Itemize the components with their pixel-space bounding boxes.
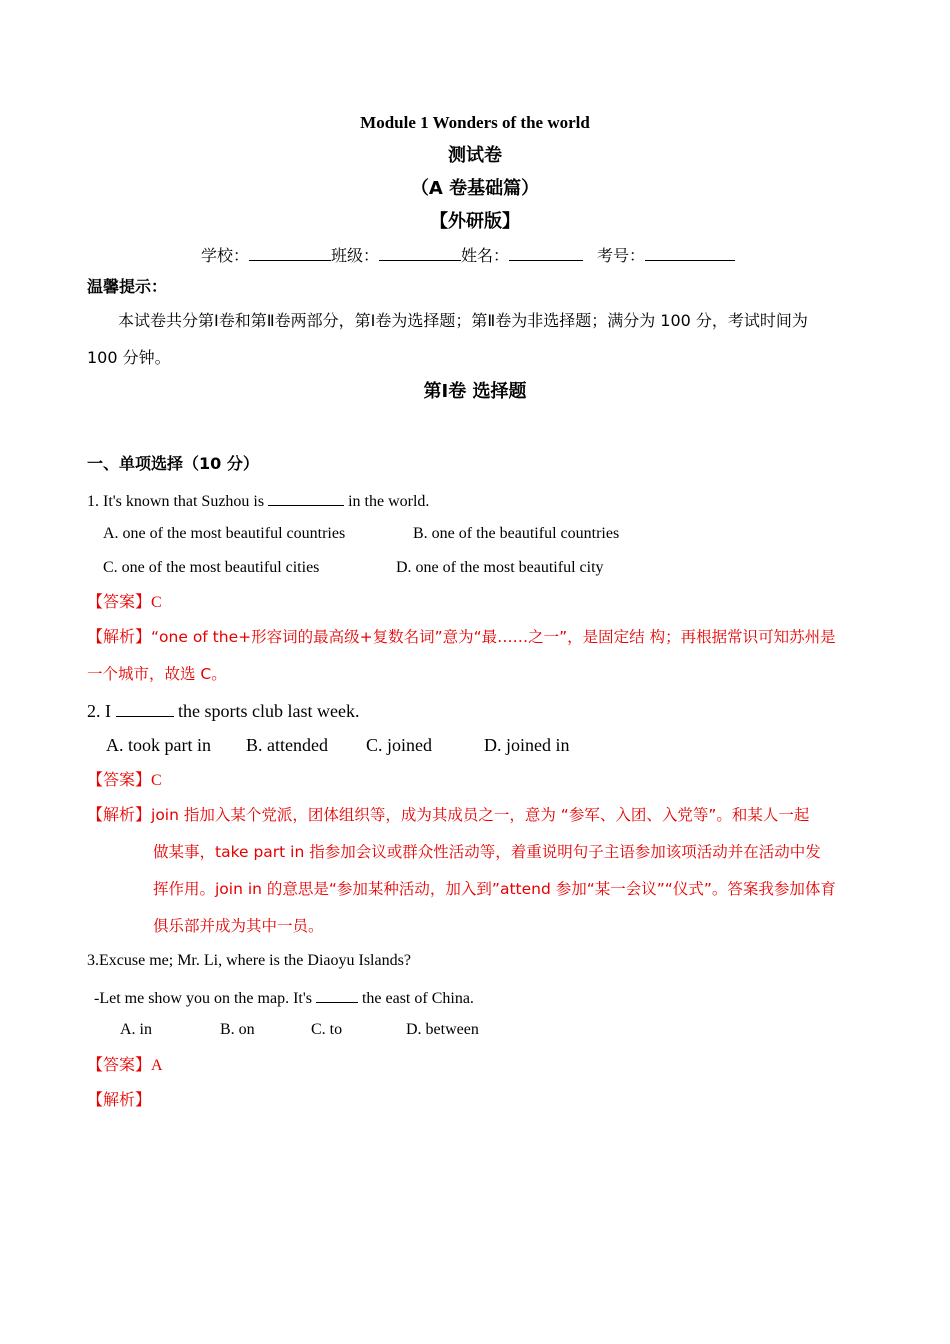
question-3-stem-2	[94, 986, 474, 1009]
question-2-stem-after: the sports club last week.	[173, 701, 360, 721]
tips-line-1: 本试卷共分第Ⅰ卷和第Ⅱ卷两部分，第Ⅰ卷为选择题；第Ⅱ卷为非选择题；满分为 100 分，考试时间为	[118, 311, 808, 330]
question-3-option-c: C. to	[311, 1021, 343, 1038]
exam-no-label: 考号：	[597, 246, 646, 265]
document-subtitle: 测试卷	[448, 145, 502, 166]
document-level: （A 卷基础篇）	[410, 178, 540, 199]
question-2-option-a: A. took part in	[106, 735, 211, 755]
name-label: 姓名：	[461, 246, 510, 265]
question-1-stem-before: 1. It's known that Suzhou is	[87, 493, 269, 510]
question-2-analysis-line-1: join 指加入某个党派，团体组织等，成为其成员之一，意为 “参军、入团、入党等”。和某人一起	[151, 806, 810, 824]
question-3-answer	[87, 1055, 163, 1076]
tips-line-2: 100 分钟。	[87, 348, 171, 367]
question-1-option-d: D. one of the most beautiful city	[396, 559, 604, 576]
question-2-answer	[87, 770, 162, 791]
class-label: 班级：	[331, 246, 380, 265]
question-1-answer-value: C	[151, 594, 162, 611]
question-1-stem-after: in the world.	[344, 493, 430, 510]
analysis-label: 【解析】	[87, 627, 152, 646]
question-3-blank	[316, 986, 358, 1003]
question-2-blank	[116, 698, 174, 717]
question-1-analysis-line-2: 一个城市，故选 C。	[87, 665, 227, 683]
question-1-analysis-line-1: “one of the+形容词的最高级+复数名词”意为“最……之一”，是固定结 构；再根据常识可知苏州是	[151, 628, 836, 646]
section1-title: 一、单项选择（10 分）	[87, 454, 259, 473]
question-2-option-b: B. attended	[246, 735, 328, 755]
class-blank	[379, 244, 461, 261]
question-3-stem-2-before: -Let me show you on the map. It's	[94, 990, 316, 1007]
question-2-analysis-line-4: 俱乐部并成为其中一员。	[153, 917, 324, 935]
answer-label: 【答案】	[87, 770, 152, 789]
question-2-option-c: C. joined	[366, 735, 432, 755]
question-1-option-c: C. one of the most beautiful cities	[103, 559, 320, 576]
question-2-analysis-line-3: 挥作用。join in 的意思是“参加某种活动，加入到”attend 参加“某一会议”“仪式”。答案我参加体育	[153, 880, 836, 898]
question-3-stem: 3.Excuse me; Mr. Li, where is the Diaoyu Islands?	[87, 952, 411, 969]
question-3-analysis-label: 【解析】	[87, 1090, 152, 1109]
question-2-stem-before: 2. I	[87, 701, 116, 721]
question-2-option-d: D. joined in	[484, 735, 570, 755]
question-1-option-a: A. one of the most beautiful countries	[103, 525, 346, 542]
question-2-answer-value: C	[151, 772, 162, 789]
answer-label: 【答案】	[87, 1055, 152, 1074]
exam-no-blank	[645, 244, 735, 261]
analysis-label: 【解析】	[87, 805, 152, 824]
question-1-blank	[268, 489, 344, 506]
document-edition: 【外研版】	[430, 211, 520, 232]
question-3-answer-value: A	[151, 1057, 163, 1074]
question-1-answer	[87, 592, 162, 613]
question-3-option-a: A. in	[120, 1021, 152, 1038]
question-2-analysis-line-2: 做某事，take part in 指参加会议或群众性活动等，着重说明句子主语参加该项活动并在活动中发	[153, 843, 821, 861]
question-1-analysis	[87, 627, 836, 648]
question-2-analysis	[87, 805, 809, 826]
part1-title: 第Ⅰ卷 选择题	[423, 381, 527, 402]
info-fields	[201, 244, 735, 266]
document-title: Module 1 Wonders of the world	[360, 113, 590, 132]
school-label: 学校：	[201, 246, 250, 265]
question-3-option-b: B. on	[220, 1021, 255, 1038]
answer-label: 【答案】	[87, 592, 152, 611]
question-1-stem	[87, 489, 429, 512]
question-1-option-b: B. one of the beautiful countries	[413, 525, 620, 542]
question-3-option-d: D. between	[406, 1021, 479, 1038]
tips-label: 温馨提示：	[87, 277, 168, 296]
school-blank	[249, 244, 331, 261]
question-3-stem-2-after: the east of China.	[357, 990, 474, 1007]
name-blank	[509, 244, 583, 261]
question-2-stem	[87, 698, 359, 722]
